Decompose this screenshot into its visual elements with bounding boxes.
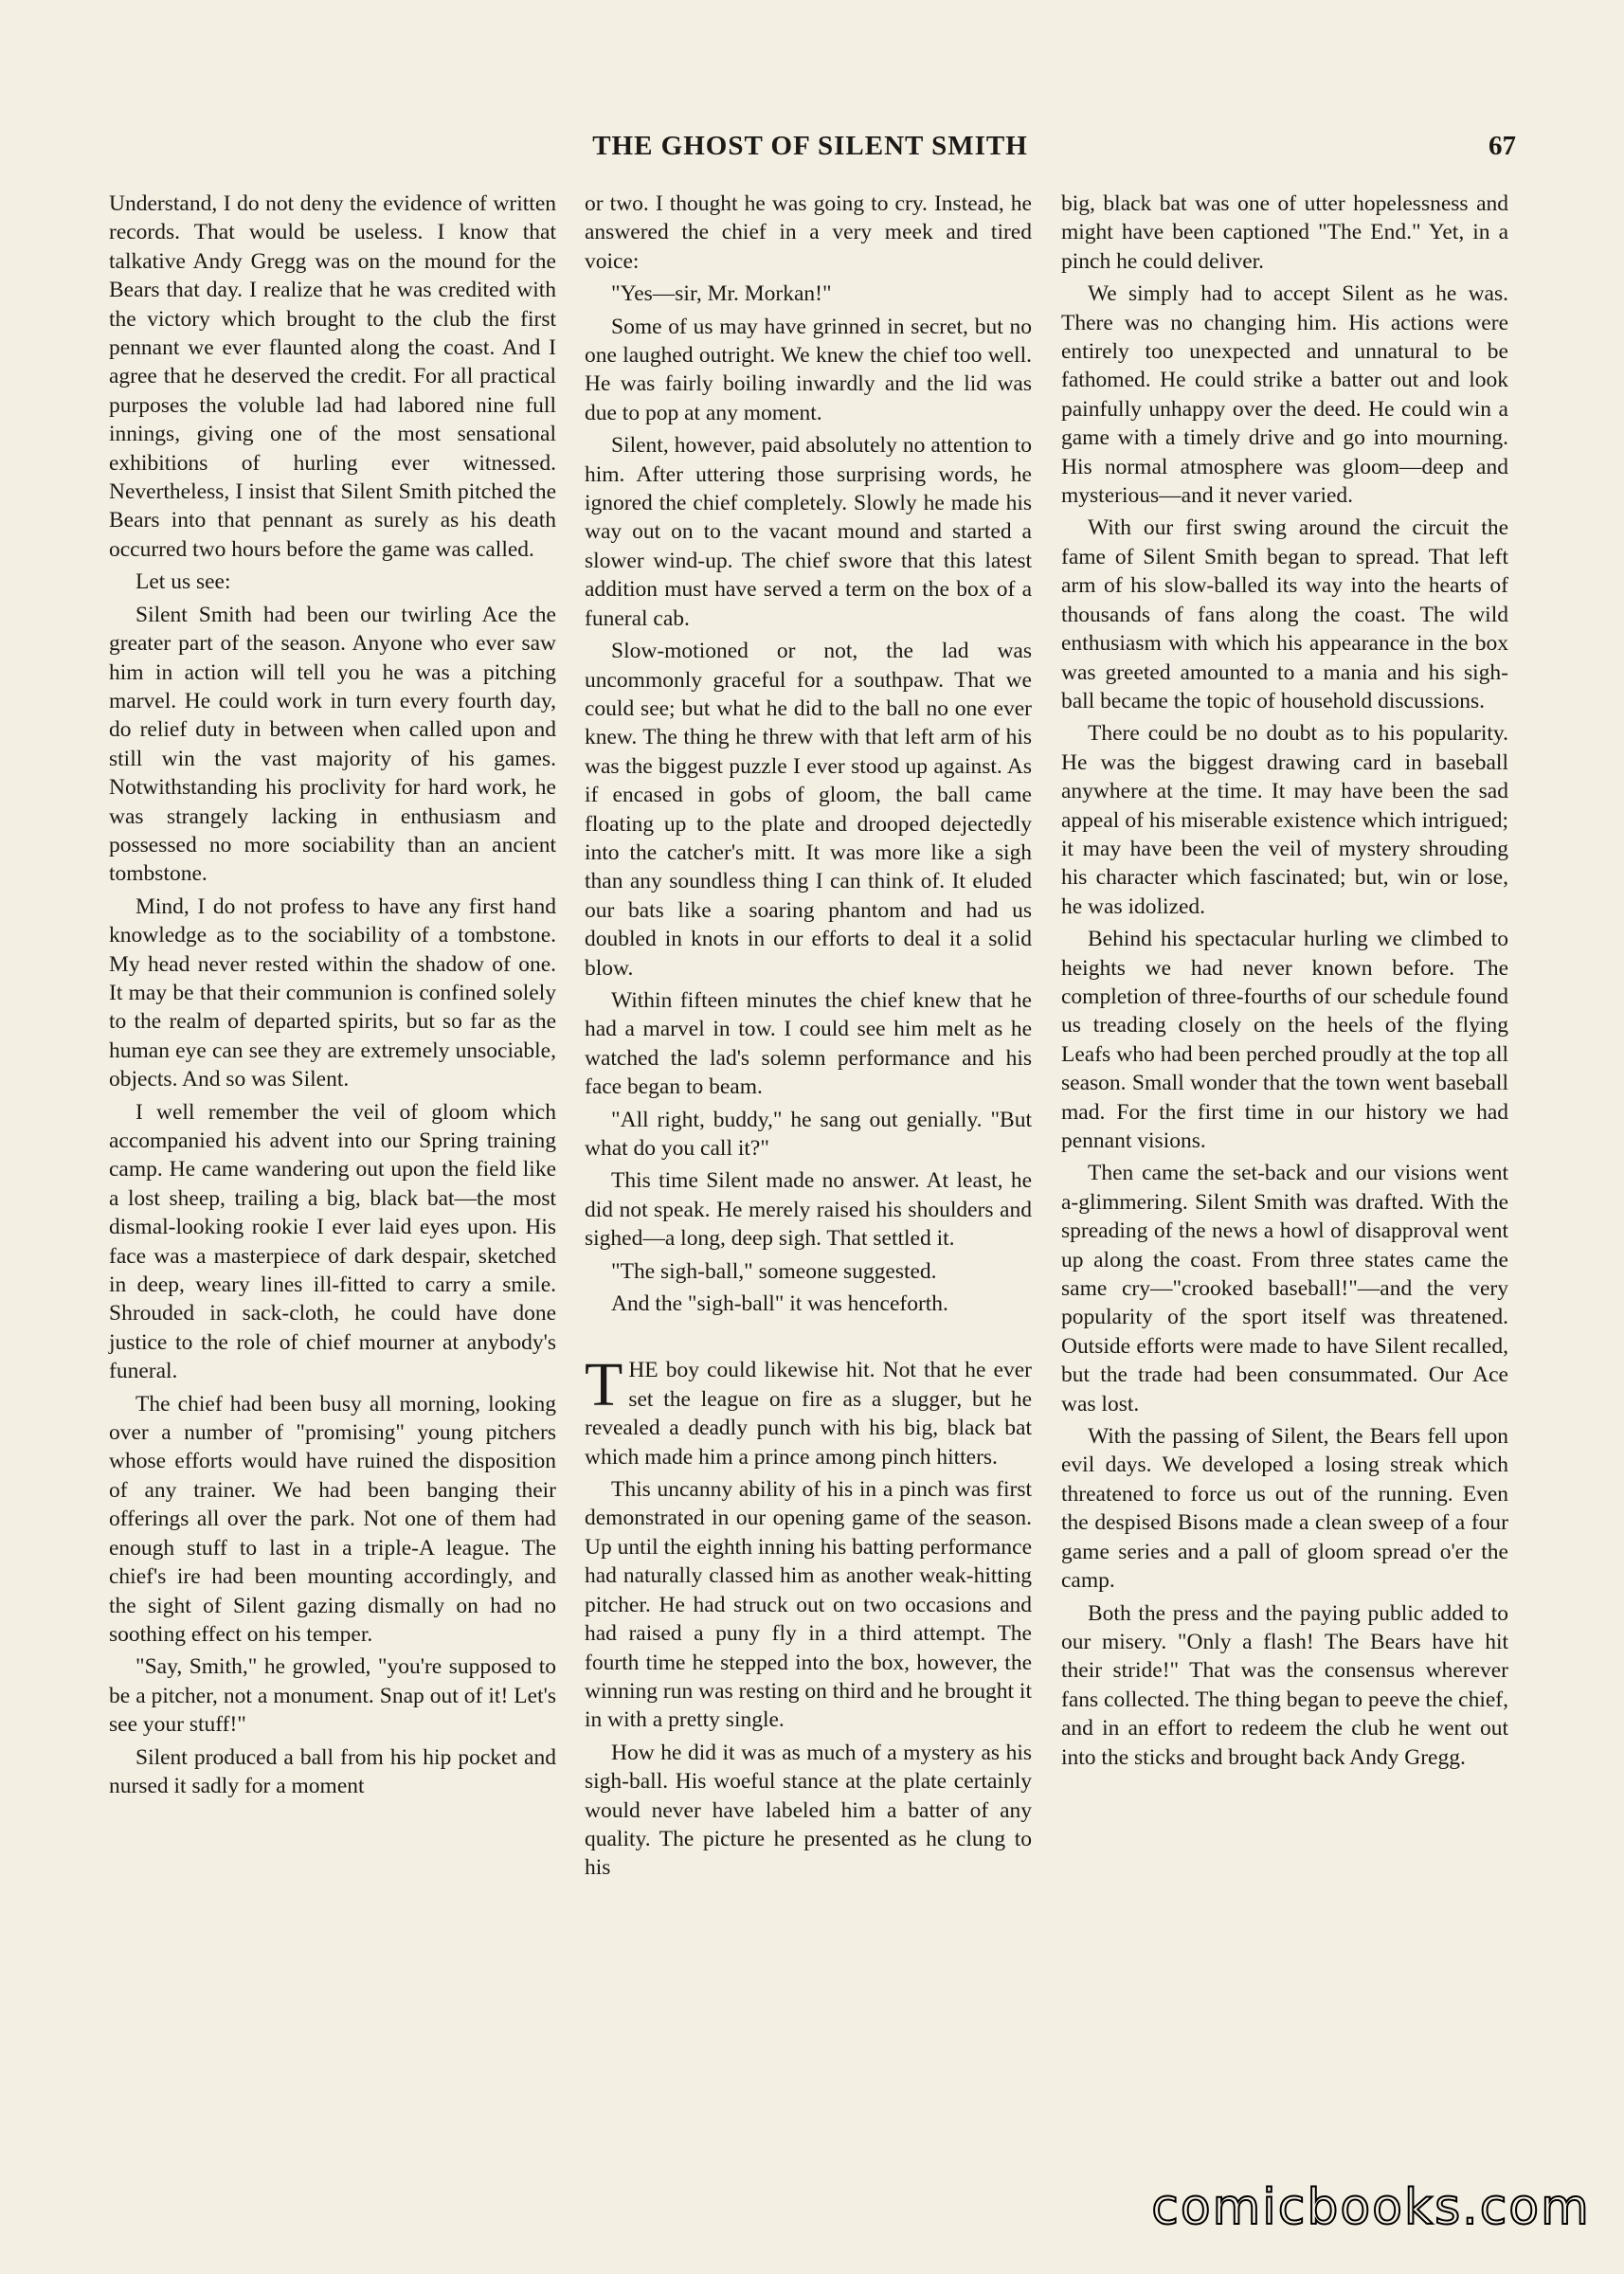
paragraph-text: HE boy could likewise hit. Not that he ever set the league on fire as a slugger, but he revealed a deadly punch with his big, black bat which made him a prince among pinch hitters. xyxy=(585,1358,1032,1470)
paragraph: Then came the set-back and our visions went a-glimmering. Silent Smith was drafted. With the spreading of the news a howl of disapproval went up along the coast. From three states came the same cry—"crooked baseball!"—and the very popularity of the sport itself was threatened. Outside efforts were made to have Silent recalled, but the trade had been consummated. Our Ace was lost. xyxy=(1061,1161,1508,1417)
paragraph: With our first swing around the circuit the fame of Silent Smith began to spread. That left arm of his slow-balled its way into the hearts of thousands of fans along the coast. The wild enthusiasm with which his appearance in the box was greeted amounted to a mania and his sigh-ball became the topic of household discussions. xyxy=(1061,515,1508,713)
paragraph: Mind, I do not profess to have any first hand knowledge as to the sociability of a tombstone. My head never rested within the shadow of one. It may be that their communion is confined solely to the realm of departed spirits, but so far as the human eye can see they are extremely unsociable, objects. And so was Silent. xyxy=(109,893,556,1092)
paragraph: Understand, I do not deny the evidence of written records. That would be useless. I know that talkative Andy Gregg was on the mound for the Bears that day. I realize that he was credited with the victory which brought to the club the first pennant we ever flaunted along the coast. And I agree that he deserved the credit. For all practical purposes the voluble lad had labored nine full innings, giving one of the most sensational exhibitions of hurling ever witnessed. Nevertheless, I insist that Silent Smith pitched the Bears into that pennant as surely as his death occurred two hours before the game was called. xyxy=(109,191,556,562)
paragraph: or two. I thought he was going to cry. Instead, he answered the chief in a very meek and tired voice: xyxy=(585,191,1032,274)
paragraph: I well remember the veil of gloom which accompanied his advent into our Spring training camp. He came wandering out upon the field like a lost sheep, trailing a big, black bat—the most dismal-looking rookie I ever laid eyes upon. His face was a masterpiece of dark despair, sketched in deep, weary lines ill-fitted to carry a smile. Shrouded in sack-cloth, he could have done justice to the role of chief mourner at anybody's funeral. xyxy=(109,1099,556,1384)
text-column-1 xyxy=(109,190,556,1804)
paragraph: Silent produced a ball from his hip pocket and nursed it sadly for a moment xyxy=(109,1744,556,1798)
paragraph: With the passing of Silent, the Bears fell upon evil days. We developed a losing streak which threatened to force us out of the running. Even the despised Bisons made a clean sweep of a four game series and a pall of gloom spread o'er the camp. xyxy=(1061,1424,1508,1594)
paragraph: Some of us may have grinned in secret, but no one laughed outright. We knew the chief too well. He was fairly boiling inwardly and the lid was due to pop at any moment. xyxy=(585,314,1032,425)
paragraph: How he did it was as much of a mystery as his sigh-ball. His woeful stance at the plate certainly would never have labeled him a batter of any quality. The picture he presented as he clung to his xyxy=(585,1740,1032,1881)
paragraph: The chief had been busy all morning, looking over a number of "promising" young pitchers whose efforts would have ruined the disposition of any trainer. We had been banging their offerings all over the park. Not one of them had enough stuff to last in a triple-A league. The chief's ire had been mounting accordingly, and the sight of Silent gazing dismally on had no soothing effect on his temper. xyxy=(109,1391,556,1647)
paragraph: Slow-motioned or not, the lad was uncommonly graceful for a southpaw. That we could see; but what he did to the ball no one ever knew. The thing he threw with that left arm of his was the biggest puzzle I ever stood up against. As if encased in gobs of gloom, the ball came floating up to the plate and drooped dejectedly into the catcher's mitt. It was more like a sigh than any soundless thing I can think of. It eluded our bats like a soaring phantom and had us doubled in knots in our efforts to deal it a solid blow. xyxy=(585,639,1032,981)
paragraph: Within fifteen minutes the chief knew that he had a marvel in tow. I could see him melt as he watched the lad's solemn performance and his face began to beam. xyxy=(585,987,1032,1100)
paragraph: Both the press and the paying public added to our misery. "Only a flash! The Bears have hit their stride!" That was the consensus wherever fans collected. The thing began to peeve the chief, and in an effort to redeem the club he went out into the sticks and brought back Andy Gregg. xyxy=(1061,1600,1508,1770)
section-opening-paragraph xyxy=(585,1350,1032,1471)
running-title: THE GHOST OF SILENT SMITH xyxy=(592,131,1028,161)
paragraph: And the "sigh-ball" it was henceforth. xyxy=(611,1291,948,1317)
paragraph: This time Silent made no answer. At least, he did not speak. He merely raised his shoulders and sighed—a long, deep sigh. That settled it. xyxy=(585,1168,1032,1252)
page-number: 67 xyxy=(1489,131,1516,161)
paragraph: "All right, buddy," he sang out genially. "But what do you call it?" xyxy=(585,1107,1032,1161)
watermark-logo: comicbooks.com xyxy=(1151,2179,1591,2236)
paragraph: There could be no doubt as to his popularity. He was the biggest drawing card in baseball anywhere at the time. It may have been the sad appeal of his miserable existence which intrigued; it may have been the veil of mystery shrouding his character which fascinated; but, win or lose, he was idolized. xyxy=(1061,721,1508,919)
paragraph: Silent Smith had been our twirling Ace the greater part of the season. Anyone who ever saw him in action will tell you he was a pitching marvel. He could work in turn every fourth day, do relief duty in between when called upon and still win the vast majority of his games. Notwithstanding his proclivity for hard work, he was strangely lacking in enthusiasm and possessed no more sociability than an ancient tombstone. xyxy=(109,602,556,887)
running-head xyxy=(104,131,1516,169)
text-column-3 xyxy=(1061,190,1508,1776)
paragraph: "The sigh-ball," someone suggested. xyxy=(611,1258,937,1284)
paragraph: "Yes—sir, Mr. Morkan!" xyxy=(611,281,832,307)
paragraph: Behind his spectacular hurling we climbed to heights we had never known before. The completion of three-fourths of our schedule found us treading closely on the heels of the flying Leafs who had been perched proudly at the top all season. Small wonder that the town went baseball mad. For the first time in our history we had pennant visions. xyxy=(1061,927,1508,1153)
text-column-2 xyxy=(585,190,1032,1886)
drop-cap: T xyxy=(585,1350,623,1420)
paragraph: We simply had to accept Silent as he was. There was no changing him. His actions were entirely too unexpected and unnatural to be fathomed. He could strike a batter out and look painfully unhappy over the deed. He could win a game with a timely drive and go into mourning. His normal atmosphere was gloom—deep and mysterious—and it never varied. xyxy=(1061,281,1508,509)
paragraph: Let us see: xyxy=(135,569,231,595)
paragraph: "Say, Smith," he growled, "you're supposed to be a pitcher, not a monument. Snap out of it! Let's see your stuff!" xyxy=(109,1654,556,1738)
paragraph: This uncanny ability of his in a pinch was first demonstrated in our opening game of the season. Up until the eighth inning his batting performance had naturally classed him as another weak-hitting pitcher. He had struck out on two occasions and had raised a puny fly in a third attempt. The fourth time he stepped into the box, however, the winning run was resting on third and he brought it in with a pretty single. xyxy=(585,1477,1032,1733)
paragraph: Silent, however, paid absolutely no attention to him. After uttering those surprising words, he ignored the chief completely. Slowly he made his way out on to the vacant mound and started a slower wind-up. The chief swore that this latest addition must have served a term on the box of a funeral cab. xyxy=(585,433,1032,631)
paragraph: big, black bat was one of utter hopelessness and might have been captioned "The End." Yet, in a pinch he could deliver. xyxy=(1061,191,1508,274)
